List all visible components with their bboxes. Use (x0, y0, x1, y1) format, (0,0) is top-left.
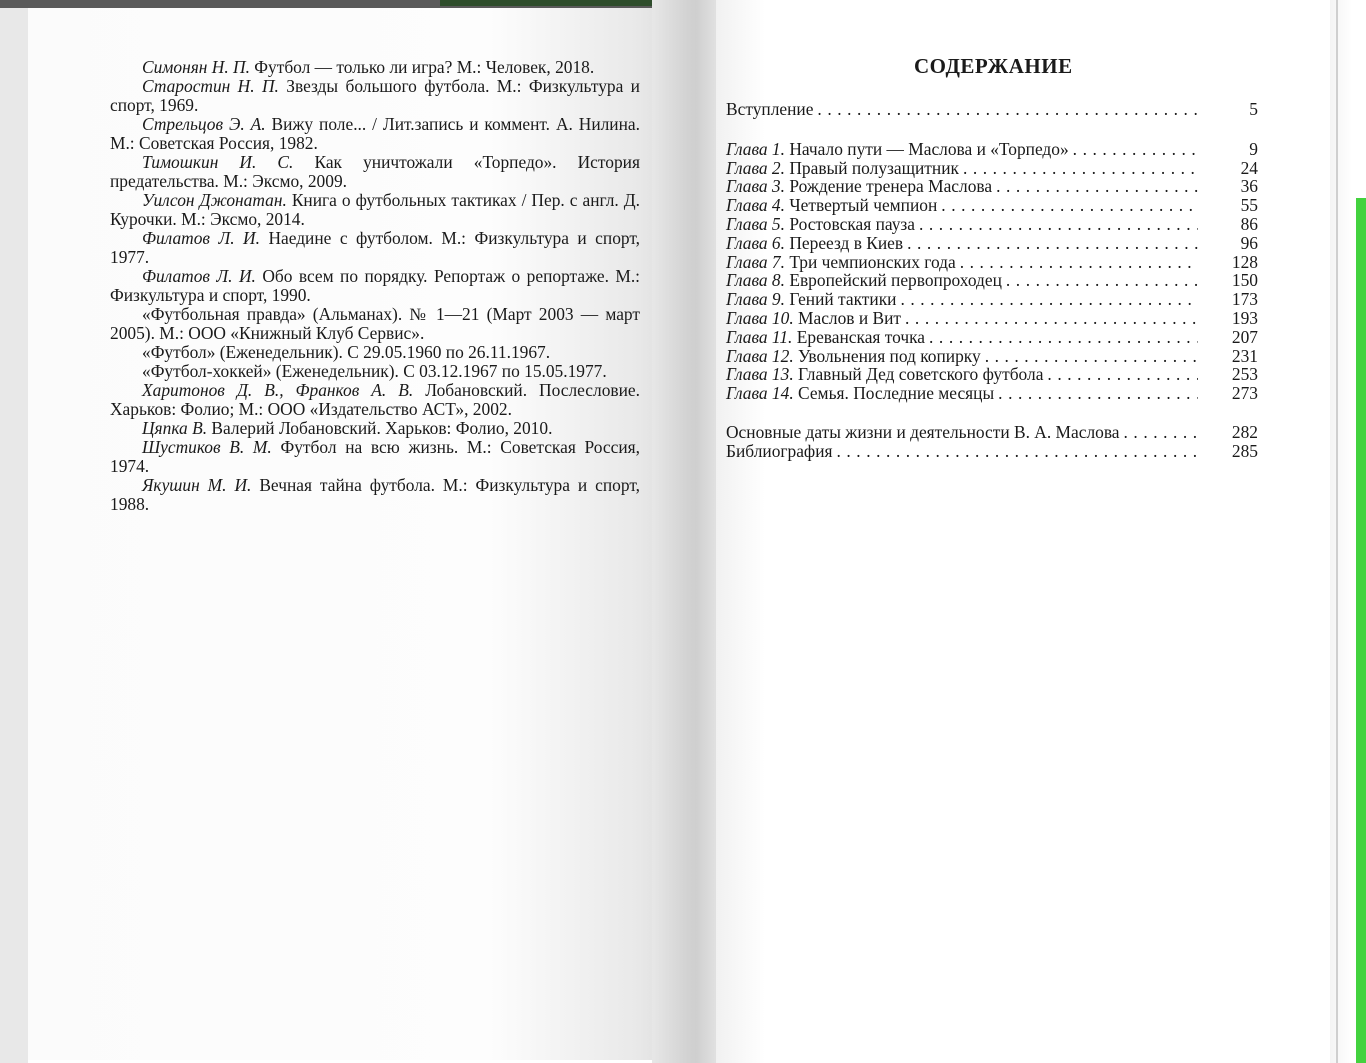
entry-text: «Футбол» (Еженедельник). С 29.05.1960 по 26.11.1967. (142, 342, 551, 362)
chapter-prefix: Глава 13. (726, 364, 794, 385)
toc-leader-dots (919, 215, 1198, 234)
chapter-title: Европейский первопроходец (789, 270, 1002, 291)
entry-text: Вижу поле... / Лит.запись и коммент. А. Нилина. М.: Советская Россия, 1982. (110, 114, 640, 153)
toc-page-number: 253 (1231, 364, 1258, 385)
entry-author: Тимошкин И. С. (142, 152, 294, 172)
entry-text: Обо всем по порядку. Репортаж о репортаже. М.: Физкультура и спорт, 1990. (110, 266, 641, 305)
toc-entry-chapter[interactable] (726, 140, 1258, 159)
toc-leader-dots (837, 442, 1198, 461)
toc-entry-chapter[interactable] (726, 365, 1258, 384)
entry-author: Якушин М. И. (142, 475, 252, 495)
toc-entry-appendix[interactable] (726, 423, 1258, 442)
chapter-prefix: Глава 9. (726, 289, 785, 310)
toc-page-number: 173 (1231, 289, 1258, 310)
toc-page-number: 128 (1231, 251, 1258, 272)
toc-page-number: 24 (1240, 157, 1258, 178)
entry-text: Футбол на всю жизнь. М.: Советская Россия, 1974. (110, 437, 640, 476)
chapter-title: Маслов и Вит (798, 307, 902, 328)
toc-entry-chapter[interactable] (726, 215, 1258, 234)
toc-leader-dots (905, 309, 1198, 328)
toc-page-number: 285 (1231, 440, 1258, 461)
toc-leader-dots (998, 384, 1198, 403)
toc-leader-dots (929, 328, 1198, 347)
entry-author: Старостин Н. П. (142, 76, 279, 96)
chapter-prefix: Глава 3. (726, 176, 785, 197)
toc-title: СОДЕРЖАНИЕ (914, 54, 1073, 78)
chapter-title: Рождение тренера Маслова (789, 176, 993, 197)
entry-author: Стрельцов Э. А. (142, 114, 266, 134)
toc-entry-appendix[interactable] (726, 442, 1258, 461)
toc-page-number: 86 (1240, 213, 1258, 234)
entry-author: Филатов Л. И. (142, 228, 260, 248)
toc-entry-chapter[interactable] (726, 271, 1258, 290)
chapter-prefix: Глава 12. (726, 345, 794, 366)
chapter-prefix: Глава 4. (726, 195, 785, 216)
toc-leader-dots (985, 347, 1198, 366)
chapter-prefix: Глава 7. (726, 251, 785, 272)
toc-entry-chapter[interactable] (726, 347, 1258, 366)
page-fold-line (1336, 0, 1338, 1063)
toc-leader-dots (1073, 140, 1198, 159)
bibliography-entry (110, 267, 640, 305)
toc-leader-dots (907, 234, 1198, 253)
chapter-title: Гений тактики (789, 289, 897, 310)
toc-page-number: 231 (1231, 345, 1258, 366)
bibliography-entry (110, 438, 640, 476)
bibliography-entry (110, 419, 640, 438)
toc-page-number: 273 (1231, 383, 1258, 404)
entry-text: «Футбол-хоккей» (Еженедельник). С 03.12.1967 по 15.05.1977. (142, 361, 607, 381)
toc-entry-chapter[interactable] (726, 177, 1258, 196)
toc-page-number: 282 (1231, 421, 1258, 442)
entry-author: Харитонов Д. В., Франков А. В. (142, 380, 414, 400)
toc-page-number: 55 (1240, 195, 1258, 216)
entry-text: Звезды большого футбола. М.: Физкультура и спорт, 1969. (110, 76, 640, 115)
entry-text: «Футбольная правда» (Альманах). № 1—21 (Март 2003 — март 2005). М.: ООО «Книжный Клуб Сервис». (110, 304, 640, 343)
entry-text: Как уничтожали «Торпедо». История предательства. М.: Эксмо, 2009. (110, 152, 640, 191)
toc-entry-label: Вступление (726, 99, 814, 119)
toc-leader-dots (1006, 271, 1198, 290)
entry-author: Цяпка В. (142, 418, 208, 438)
toc-entry-chapter[interactable] (726, 328, 1258, 347)
toc-entry-chapter[interactable] (726, 234, 1258, 253)
toc-leader-dots (1124, 423, 1198, 442)
toc-page-number: 150 (1231, 270, 1258, 291)
entry-author: Филатов Л. И. (142, 266, 256, 286)
toc-entry-chapter[interactable] (726, 253, 1258, 272)
entry-author: Уилсон Джонатан. (142, 190, 287, 210)
chapter-prefix: Глава 10. (726, 307, 794, 328)
toc-page-number: 96 (1240, 232, 1258, 253)
page-edge-shadow (0, 0, 28, 1063)
chapter-prefix: Глава 14. (726, 383, 794, 404)
toc-leader-dots (817, 100, 1198, 119)
chapter-title: Увольнения под копирку (798, 345, 981, 366)
toc-page-number: 207 (1231, 326, 1258, 347)
toc-leader-dots (960, 253, 1198, 272)
entry-text: Лобановский. Послесловие. Харьков: Фолио; М.: ООО «Издательство АСТ», 2002. (110, 380, 640, 419)
chapter-title: Четвертый чемпион (789, 195, 938, 216)
entry-text: Книга о футбольных тактиках / Пер. с англ. Д. Курочки. М.: Эксмо, 2014. (110, 190, 640, 229)
entry-author: Шустиков В. М. (142, 437, 272, 457)
chapter-title: Переезд в Киев (789, 232, 904, 253)
toc-entry-intro[interactable] (726, 100, 1258, 119)
chapter-prefix: Глава 8. (726, 270, 785, 291)
toc-entry-chapter[interactable] (726, 309, 1258, 328)
bibliography-entry (110, 115, 640, 153)
bibliography-entry (110, 362, 640, 381)
toc-leader-dots (1047, 365, 1198, 384)
toc-page-number: 9 (1249, 138, 1258, 159)
bibliography-entry (110, 153, 640, 191)
chapter-prefix: Глава 2. (726, 157, 785, 178)
toc-entry-chapter[interactable] (726, 290, 1258, 309)
toc-leader-dots (996, 177, 1198, 196)
toc-entry-label: Библиография (726, 440, 833, 461)
entry-author: Симонян Н. П. (142, 57, 250, 77)
chapter-title: Правый полузащитник (789, 157, 959, 178)
bibliography-entry (110, 305, 640, 343)
bibliography-list (110, 58, 640, 514)
toc-page-number: 193 (1231, 307, 1258, 328)
toc-entry-chapter[interactable] (726, 384, 1258, 403)
toc-page-number: 5 (1249, 99, 1258, 119)
chapter-title: Начало пути — Маслова и «Торпедо» (789, 138, 1069, 159)
bibliography-entry (110, 476, 640, 514)
entry-text: Футбол — только ли игра? М.: Человек, 2018. (254, 57, 595, 77)
chapter-title: Три чемпионских года (789, 251, 956, 272)
toc-leader-dots (941, 196, 1198, 215)
bibliography-entry (110, 77, 640, 115)
chapter-title: Семья. Последние месяцы (798, 383, 995, 404)
entry-text: Вечная тайна футбола. М.: Физкультура и спорт, 1988. (110, 475, 640, 514)
toc-leader-dots (963, 159, 1198, 178)
toc-leader-dots (900, 290, 1198, 309)
chapter-title: Главный Дед советского футбола (798, 364, 1044, 385)
toc-entry-chapter[interactable] (726, 159, 1258, 178)
bibliography-entry (110, 191, 640, 229)
toc-page-number: 36 (1240, 176, 1258, 197)
chapter-prefix: Глава 1. (726, 138, 785, 159)
entry-text: Валерий Лобановский. Харьков: Фолио, 2010. (211, 418, 553, 438)
chapter-prefix: Глава 6. (726, 232, 785, 253)
chapter-title: Ереванская точка (796, 326, 926, 347)
bibliography-entry (110, 343, 640, 362)
bibliography-entry (110, 58, 640, 77)
table-of-contents (726, 100, 1258, 461)
bibliography-entry (110, 381, 640, 419)
toc-entry-chapter[interactable] (726, 196, 1258, 215)
bibliography-entry (110, 229, 640, 267)
toc-entry-label: Основные даты жизни и деятельности В. А. Маслова (726, 421, 1120, 442)
chapter-prefix: Глава 5. (726, 213, 785, 234)
cover-edge (1356, 198, 1366, 1063)
chapter-prefix: Глава 11. (726, 326, 793, 347)
entry-text: Наедине с футболом. М.: Физкультура и спорт, 1977. (110, 228, 641, 267)
chapter-title: Ростовская пауза (789, 213, 916, 234)
